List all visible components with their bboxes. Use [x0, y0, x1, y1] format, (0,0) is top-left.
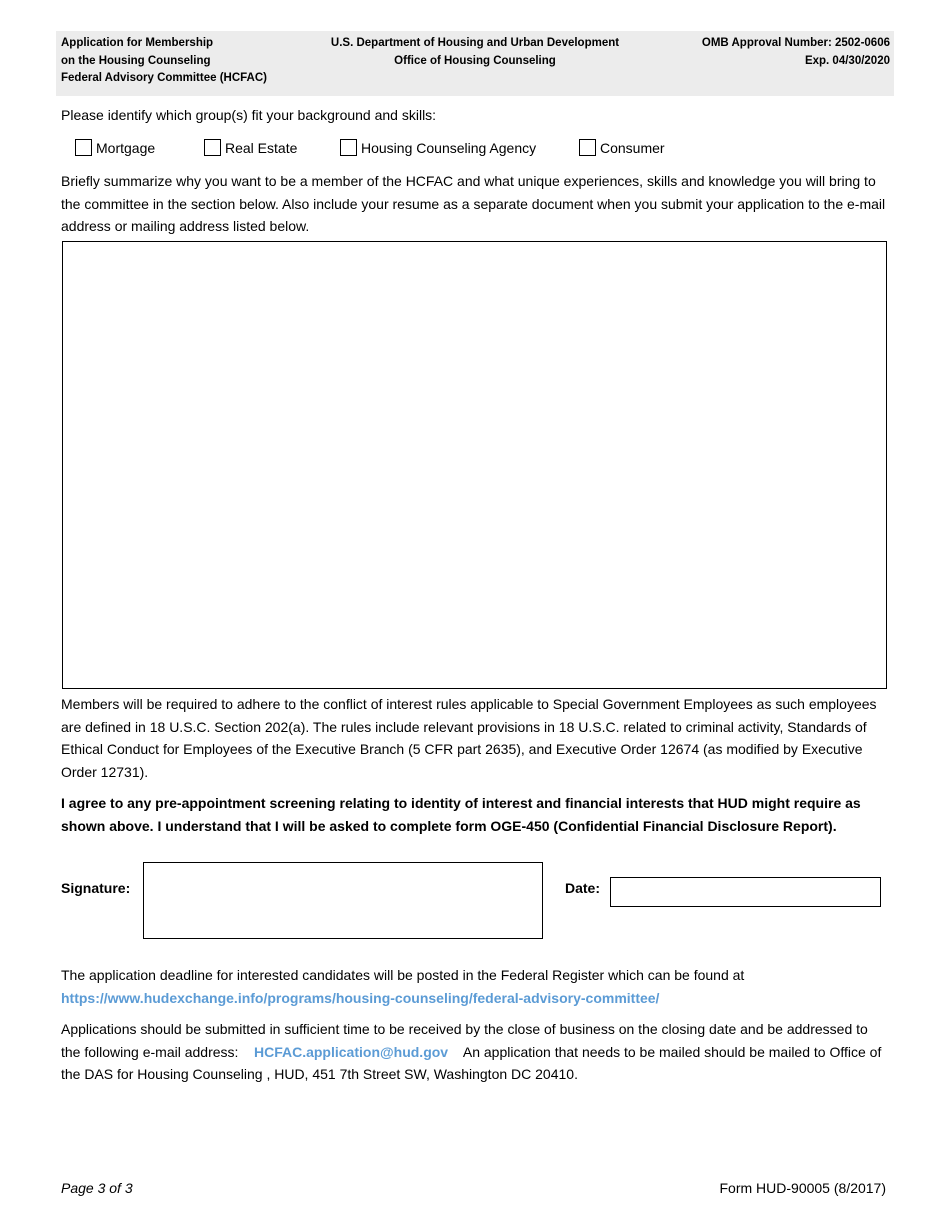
signature-field[interactable]: [143, 862, 543, 939]
submission-paragraph: [61, 1018, 891, 1086]
conflict-of-interest-text: Members will be required to adhere to the conflict of interest rules applicable to Special Government Employees as such employees are defined in 18 U.S.C. Section 202(a). The rules include relevant provisions in 18 U.S.C. related to criminal activity, Standards of Ethical Conduct for Employees of the Executive Branch (5 CFR part 2635), and Executive Order 12674 (as modified by Executive Order 12731).: [61, 696, 877, 780]
consumer-checkbox[interactable]: [579, 139, 596, 156]
date-label: Date:: [565, 880, 601, 896]
omb-info: OMB Approval Number: 2502-0606 Exp. 04/30/2020: [701, 37, 890, 67]
date-field[interactable]: [610, 877, 881, 907]
form-number: Form HUD-90005 (8/2017): [719, 1180, 886, 1196]
form-title: Application for Membership on the Housing Counseling Federal Advisory Committee (HCFAC): [61, 37, 267, 84]
deadline-text: The application deadline for interested candidates will be posted in the Federal Register which can be found at: [61, 967, 745, 983]
mortgage-checkbox[interactable]: [75, 139, 92, 156]
application-email-link[interactable]: HCFAC.application@hud.gov: [253, 1043, 449, 1060]
mailing-address-text: An application that needs to be mailed should be mailed to Office of the DAS for Housing Counseling , HUD, 451 7th Street SW, Washington DC 20410.: [61, 1043, 882, 1082]
groups-prompt: Please identify which group(s) fit your background and skills:: [61, 107, 437, 123]
summary-textarea[interactable]: [62, 241, 887, 689]
page-number: Page 3 of 3: [61, 1180, 133, 1196]
housing-counseling-agency-checkbox[interactable]: [340, 139, 357, 156]
group-option-mortgage[interactable]: Mortgage: [75, 139, 155, 156]
submission-text: Applications should be submitted in sufficient time to be received by the close of business on the closing date and be addressed to the following e-mail address:: [61, 1021, 868, 1060]
signature-label: Signature:: [61, 880, 131, 896]
summary-instructions: Briefly summarize why you want to be a member of the HCFAC and what unique experiences, skills and knowledge you will bring to the committee in the section below. Also include your resume as a separate document when you submit your application to the e-mail address or mailing address listed below.: [61, 173, 886, 234]
agreement-statement: I agree to any pre-appointment screening relating to identity of interest and financial interests that HUD might require as shown above. I understand that I will be asked to complete form OGE-450 (Confidential Financial Disclosure Report).: [61, 795, 861, 834]
group-option-real-estate[interactable]: Real Estate: [204, 139, 297, 156]
deadline-paragraph: [61, 964, 891, 1009]
form-header: [56, 31, 894, 96]
agency-name: U.S. Department of Housing and Urban Development Office of Housing Counseling: [330, 37, 620, 67]
hcfac-info-link[interactable]: https://www.hudexchange.info/programs/housing-counseling/federal-advisory-committee/: [61, 989, 660, 1006]
group-option-housing-counseling-agency[interactable]: Housing Counseling Agency: [340, 139, 536, 156]
real-estate-checkbox[interactable]: [204, 139, 221, 156]
group-option-consumer[interactable]: Consumer: [579, 139, 665, 156]
